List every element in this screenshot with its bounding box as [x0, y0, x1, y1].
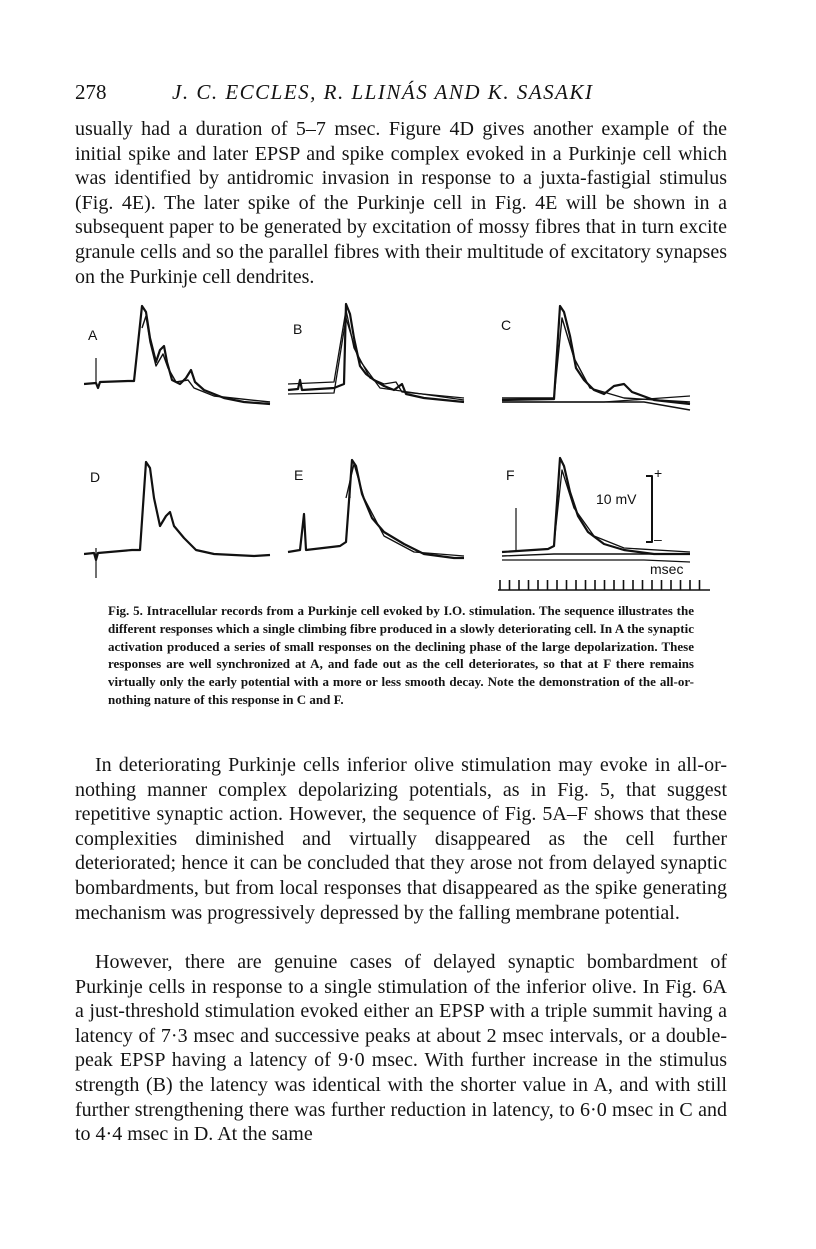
running-header — [75, 80, 741, 110]
time-scale-label: msec — [650, 561, 684, 577]
body-paragraph-3: However, there are genuine cases of delayed synaptic bombardment of Purkinje cells in response to a single stimulation of the inferior olive. In Fig. 6A a just-threshold stimulation evoked either an EPSP with a triple summit having a latency of 7·3 msec and successive peaks at about 2 msec intervals, or a double-peak EPSP having a latency of 9·0 msec. With further increase in the stimulus strength (B) the latency was identical with the shorter value in A, and with still further strengthening there was further reduction in latency, to 6·0 msec in C and to 4·4 msec in D. At the same — [75, 951, 727, 1146]
running-head-authors: J. C. ECCLES, R. LLINÁS AND K. SASAKI — [172, 80, 594, 104]
voltage-calibration-bar — [646, 476, 652, 542]
figure-caption: Fig. 5. Intracellular records from a Purkinje cell evoked by I.O. stimulation. The sequence illustrates the different responses which a single climbing fibre produced in a slowly deteriorating cell. In A the synaptic activation produced a series of small responses on the declining phase of the large depolarization. These responses are well synchronized at A, and fade out as the cell deteriorates, so that at F there remains virtually only the early potential with a more or less smooth decay. Note the demonstration of the all-or-nothing nature of this response in C and F. — [108, 603, 694, 707]
panel-label-c: C — [501, 317, 512, 333]
panel-label-e: E — [294, 467, 304, 483]
body-paragraph-1: usually had a duration of 5–7 msec. Figure 4D gives another example of the initial spike and later EPSP and spike complex evoked in a Purkinje cell which was identified by antidromic invasion in response to a juxta-fastigial stimulus (Fig. 4E). The later spike of the Purkinje cell in Fig. 4E will be shown in a subsequent paper to be generated by excitation of mossy fibres that in turn excite granule cells and so the parallel fibres with their multitude of excitatory synapses on the Purkinje cell dendrites. — [75, 118, 727, 288]
panel-d-trace — [84, 462, 270, 578]
panel-label-a: A — [88, 327, 98, 343]
body-paragraph-2: In deteriorating Purkinje cells inferior olive stimulation may evoke in all-or-nothing manner complex depolarizing potentials, as in Fig. 5, that suggest repetitive synaptic action. However, the sequence of Fig. 5A–F shows that these complexities diminished and virtually disappeared as the cell further deteriorated; hence it can be concluded that they arose not from delayed synaptic bombardments, but from local responses that disappeared as the spike generating mechanism was progressively depressed by the falling membrane potential. — [75, 754, 727, 924]
figure-5-traces — [84, 298, 724, 598]
figure-5 — [84, 298, 724, 598]
voltage-calibration-label: 10 mV — [596, 491, 637, 507]
panel-label-f: F — [506, 467, 515, 483]
panel-c-trace — [502, 306, 690, 410]
time-scale-ticks — [498, 580, 710, 590]
panel-label-b: B — [293, 321, 303, 337]
calibration-minus-sign: – — [654, 531, 662, 547]
panel-a-trace — [84, 306, 270, 404]
panel-b-trace — [288, 304, 464, 402]
panel-label-d: D — [90, 469, 101, 485]
page-number: 278 — [75, 80, 107, 104]
panel-e-trace — [288, 460, 464, 558]
calibration-plus-sign: + — [654, 465, 663, 481]
